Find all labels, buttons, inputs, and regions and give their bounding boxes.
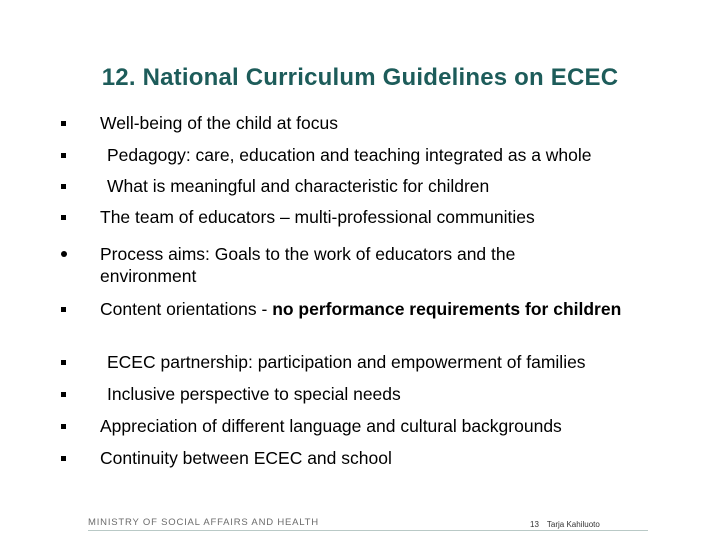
bullet-text xyxy=(100,298,640,320)
slide-title: 12. National Curriculum Guidelines on ECEC xyxy=(101,64,619,91)
bullet-text: Pedagogy: care, education and teaching integrated as a whole xyxy=(107,145,592,165)
bullet-text: Inclusive perspective to special needs xyxy=(107,384,401,404)
footer-ministry-name: MINISTRY OF SOCIAL AFFAIRS AND HEALTH xyxy=(88,517,319,528)
footer-info xyxy=(530,520,608,529)
bullet-text-emphasis: no performance requirements for children xyxy=(272,299,622,319)
bullet-text: What is meaningful and characteristic for children xyxy=(107,176,490,196)
footer-divider xyxy=(88,530,648,531)
bullet-text: ECEC partnership: participation and empowerment of families xyxy=(107,352,586,372)
bullet-text: Appreciation of different language and cultural backgrounds xyxy=(100,416,562,436)
bullet-text: The team of educators – multi-professional communities xyxy=(100,207,535,227)
bullet-text: Continuity between ECEC and school xyxy=(100,448,392,468)
bullet-text-plain: Content orientations - xyxy=(100,299,273,319)
author-name: Tarja Kahiluoto xyxy=(546,520,600,529)
page-number: 13 xyxy=(530,520,539,529)
bullet-text: Process aims: Goals to the work of educators and the environment xyxy=(100,244,516,286)
bullet-text: Well-being of the child at focus xyxy=(100,113,339,133)
